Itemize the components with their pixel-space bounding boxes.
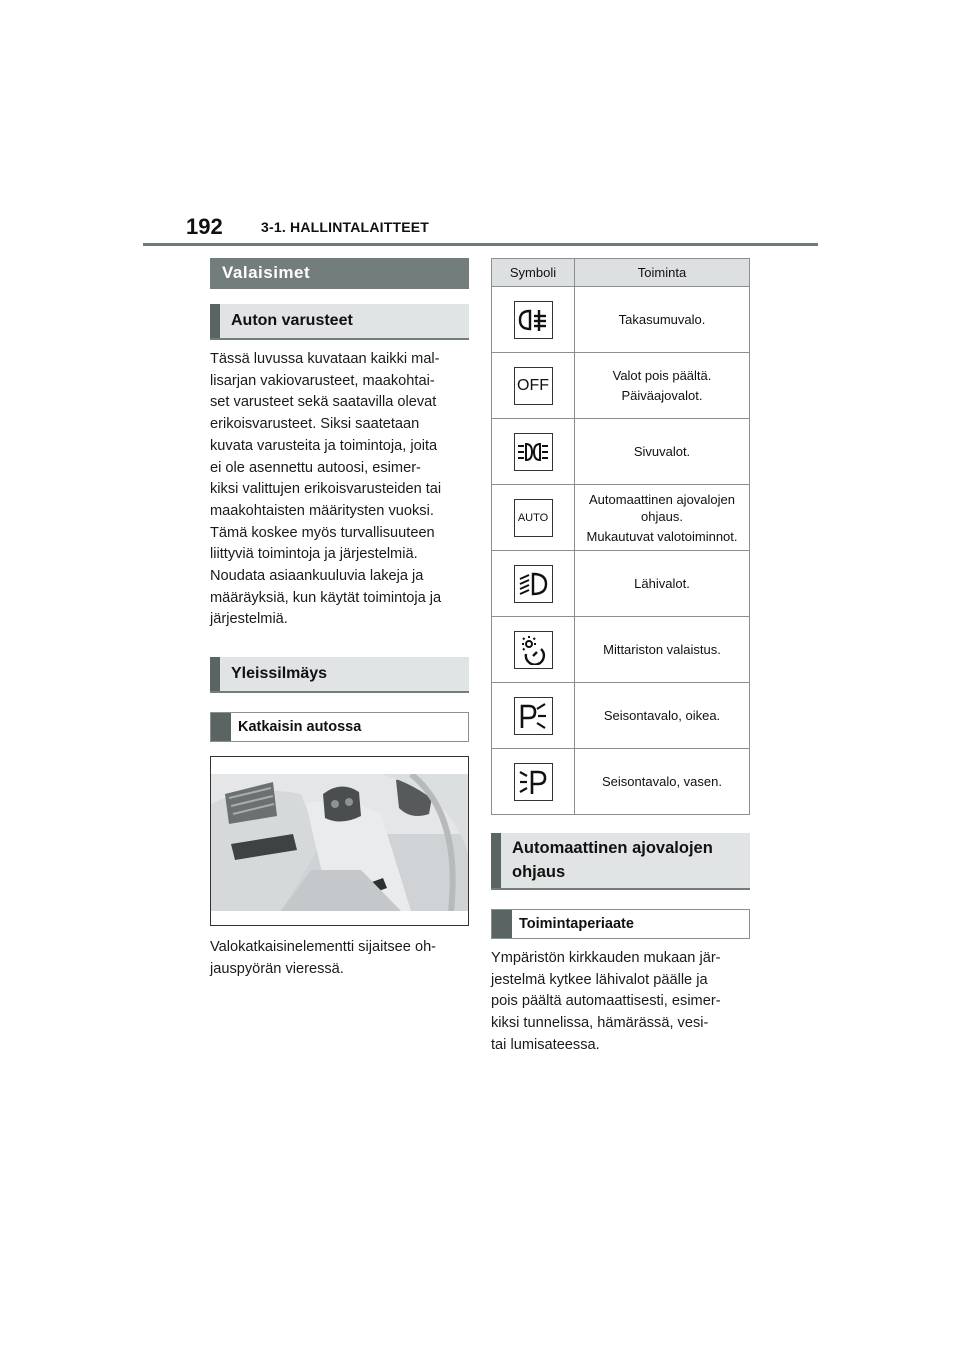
side-lights-icon bbox=[517, 440, 549, 464]
subheading-yleissilmays bbox=[210, 657, 469, 693]
header-rule bbox=[143, 243, 818, 246]
box-heading-katkaisin bbox=[210, 712, 469, 742]
subheading-text: Yleissilmäys bbox=[231, 665, 328, 683]
rear-fog-light-icon bbox=[518, 306, 548, 334]
box-heading-text: Toimintaperiaate bbox=[519, 916, 634, 932]
table-row: AUTO Automaattinen ajovalojen ohjaus. Mukautuvat valotoiminnot. bbox=[492, 485, 750, 551]
intro-paragraph: Tässä luvussa kuvataan kaikki mal- lisarjan vakiovarusteet, maakohtai- set varusteet sekä saatavilla olevat erikoisvarusteet. Siksi saatetaan kuvata varusteita ja toimintoja, joita ei ole asennettu autoosi, esimer- kiksi valittujen erikoisvarusteiden tai maakohtaisten määritysten vuoksi. Tämä koskee myös turvallisuuteen liittyviä toimintoja ja järjestelmiä. Noudata asiaankuuluvia lakeja ja määräyksiä, kun käytät toimintoja ja järjestelmiä. bbox=[210, 351, 442, 628]
left-column bbox=[210, 258, 469, 981]
low-beam-icon bbox=[518, 570, 548, 598]
table-row: OFF Valot pois päältä. Päiväajovalot. bbox=[492, 353, 750, 419]
instrument-lighting-icon bbox=[518, 635, 548, 665]
parking-light-left-icon bbox=[518, 767, 548, 797]
table-header-row bbox=[492, 259, 750, 287]
box-heading-text: Katkaisin autossa bbox=[238, 719, 362, 736]
table-row: Seisontavalo, vasen. bbox=[492, 749, 750, 815]
subheading-auton-varusteet bbox=[210, 304, 469, 340]
section-title: Valaisimet bbox=[210, 258, 469, 289]
box-heading-toimintaperiaate bbox=[491, 909, 750, 939]
subheading-automaattinen bbox=[491, 833, 750, 890]
symbol-table bbox=[491, 258, 750, 815]
table-row: Lähivalot. bbox=[492, 551, 750, 617]
switch-photo-frame bbox=[210, 756, 469, 926]
table-row: Takasumuvalo. bbox=[492, 287, 750, 353]
car-interior-photo bbox=[211, 774, 468, 911]
off-icon: OFF bbox=[514, 367, 553, 405]
table-row: Seisontavalo, oikea. bbox=[492, 683, 750, 749]
right-column bbox=[491, 258, 750, 1057]
subheading-text: Auton varusteet bbox=[231, 312, 353, 329]
parking-light-right-icon bbox=[518, 701, 548, 731]
table-row: Sivuvalot. bbox=[492, 419, 750, 485]
chapter-title: 3-1. HALLINTALAITTEET bbox=[261, 219, 430, 235]
photo-caption: Valokatkaisinelementti sijaitsee oh- jauspyörän vieressä. bbox=[210, 939, 437, 977]
subheading-text: Automaattinen ajovalojen ohjaus bbox=[512, 839, 713, 881]
column-header-symbol: Symboli bbox=[492, 259, 575, 287]
page-number: 192 bbox=[186, 214, 223, 239]
column-header-function: Toiminta bbox=[575, 259, 750, 287]
auto-icon: AUTO bbox=[514, 499, 553, 537]
principle-paragraph: Ympäristön kirkkauden mukaan jär- jestelmä kytkee lähivalot päälle ja pois päältä automaattisesti, esimer- kiksi tunnelissa, hämärässä, vesi- tai lumisateessa. bbox=[491, 950, 721, 1053]
table-row: Mittariston valaistus. bbox=[492, 617, 750, 683]
